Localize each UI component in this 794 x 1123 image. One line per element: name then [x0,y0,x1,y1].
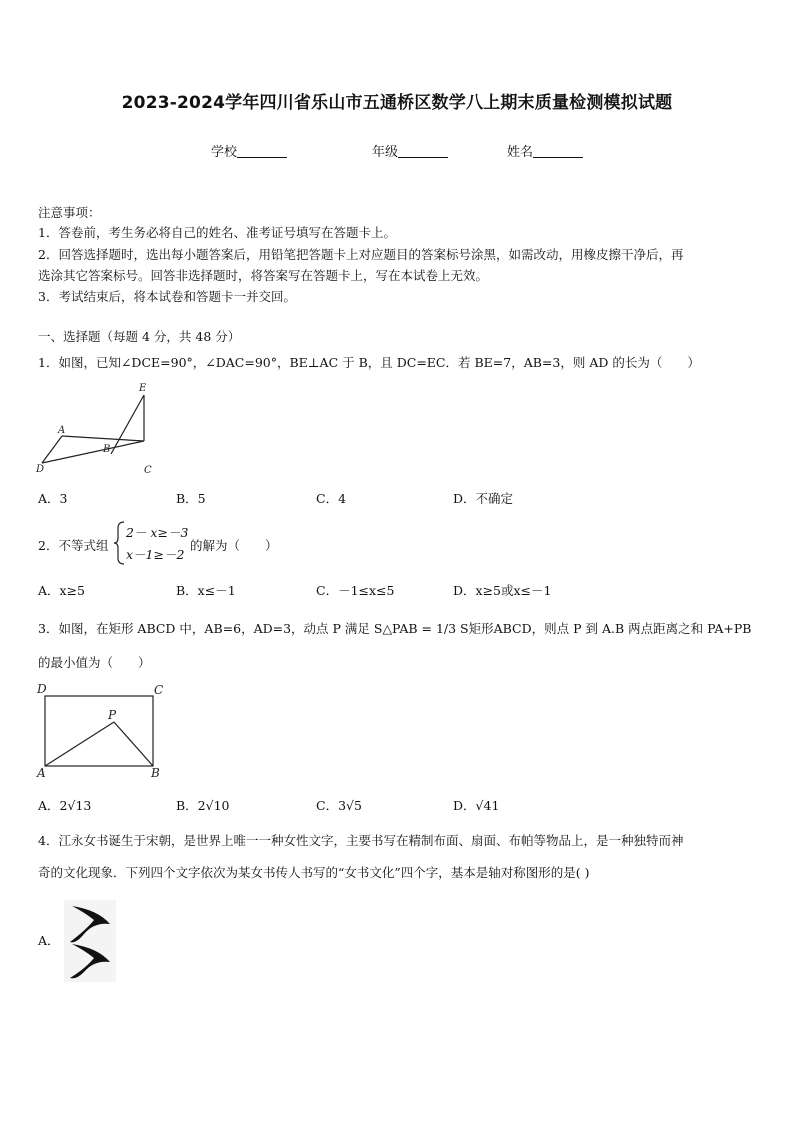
q2-option-d[interactable]: D．x≥5或x≤－1 [453,583,552,598]
grade-field[interactable] [372,141,448,160]
name-label: 姓名 [507,145,534,160]
q3-text-line-1: 3．如图，在矩形 ABCD 中，AB=6，AD=3，动点 P 满足 S△PAB = 1/3 S矩形ABCD，则点 P 到 A.B 两点距离之和 PA+PB [38,621,752,636]
q3-text-line-2: 的最小值为（ ） [38,655,151,670]
note-2-cont: 选涂其它答案标号。回答非选择题时，将答案写在答题卡上，写在本试卷上无效。 [38,268,489,283]
school-blank[interactable] [237,145,287,158]
q2-option-b[interactable]: B．x≤－1 [176,583,236,598]
note-3: 3．考试结束后，将本试卷和答题卡一并交回。 [38,289,296,304]
q1-option-d[interactable]: D．不确定 [453,491,514,506]
q2-line-1: 2－ x≥－3 [126,525,189,540]
q1-option-b[interactable]: B．5 [176,491,206,506]
note-1: 1．答卷前，考生务必将自己的姓名、准考证号填写在答题卡上。 [38,225,396,240]
note-2: 2．回答选择题时，选出每小题答案后，用铅笔把答题卡上对应题目的答案标号涂黑，如需改动，用橡皮擦干净后，再 [38,247,684,262]
page-title: 2023-2024学年四川省乐山市五通桥区数学八上期末质量检测模拟试题 [121,93,673,113]
q2-line-2: x－1≥－2 [126,547,185,562]
name-field[interactable] [507,141,583,160]
q1-figure [34,380,164,480]
q3-option-d[interactable]: D．√41 [453,798,500,813]
q2-brace [112,520,126,566]
q1-label-a: A [58,425,66,436]
q2-suffix: 的解为（ ） [190,538,278,553]
q4-text-line-2: 奇的文化现象．下列四个文字依次为某女书传人书写的“女书文化”四个字，基本是轴对称图形的是( ) [38,865,590,880]
name-blank[interactable] [533,145,583,158]
q2-option-a[interactable]: A．x≥5 [38,583,86,598]
q4-text-line-1: 4．江永女书诞生于宋朝，是世界上唯一一种女性文字，主要书写在精制布面、扇面、布帕等物品上，是一种独特而神 [38,833,684,848]
q2-prefix: 2．不等式组 [38,538,109,553]
notes-heading: 注意事项： [38,205,101,220]
q4-option-a-glyph-image [64,900,116,982]
q3-label-p: P [108,708,117,722]
q1-text: 1．如图，已知∠DCE=90°，∠DAC=90°，BE⊥AC 于 B，且 DC=EC．若 BE=7，AB=3，则 AD 的长为（ ） [38,355,700,370]
q1-label-c: C [144,465,152,476]
q1-label-e: E [139,383,147,394]
q3-option-b[interactable]: B．2√10 [176,798,230,813]
q1-option-a[interactable]: A．3 [38,491,68,506]
q3-label-a: A [37,766,46,780]
q1-label-d: D [36,464,45,475]
q3-option-c[interactable]: C．3√5 [316,798,362,813]
q4-option-a[interactable]: A． [38,933,60,948]
section-heading: 一、选择题（每题 4 分，共 48 分） [38,329,241,344]
school-label: 学校 [211,145,238,160]
q3-label-b: B [151,766,160,780]
q3-label-c: C [154,683,164,697]
q2-option-c[interactable]: C．－1≤x≤5 [316,583,395,598]
grade-blank[interactable] [398,145,448,158]
school-field[interactable] [211,141,287,160]
q1-option-c[interactable]: C．4 [316,491,347,506]
q3-option-a[interactable]: A．2√13 [38,798,92,813]
q3-figure [34,680,169,780]
q3-label-d: D [37,682,47,696]
q1-label-b: B [103,444,111,455]
grade-label: 年级 [372,145,399,160]
